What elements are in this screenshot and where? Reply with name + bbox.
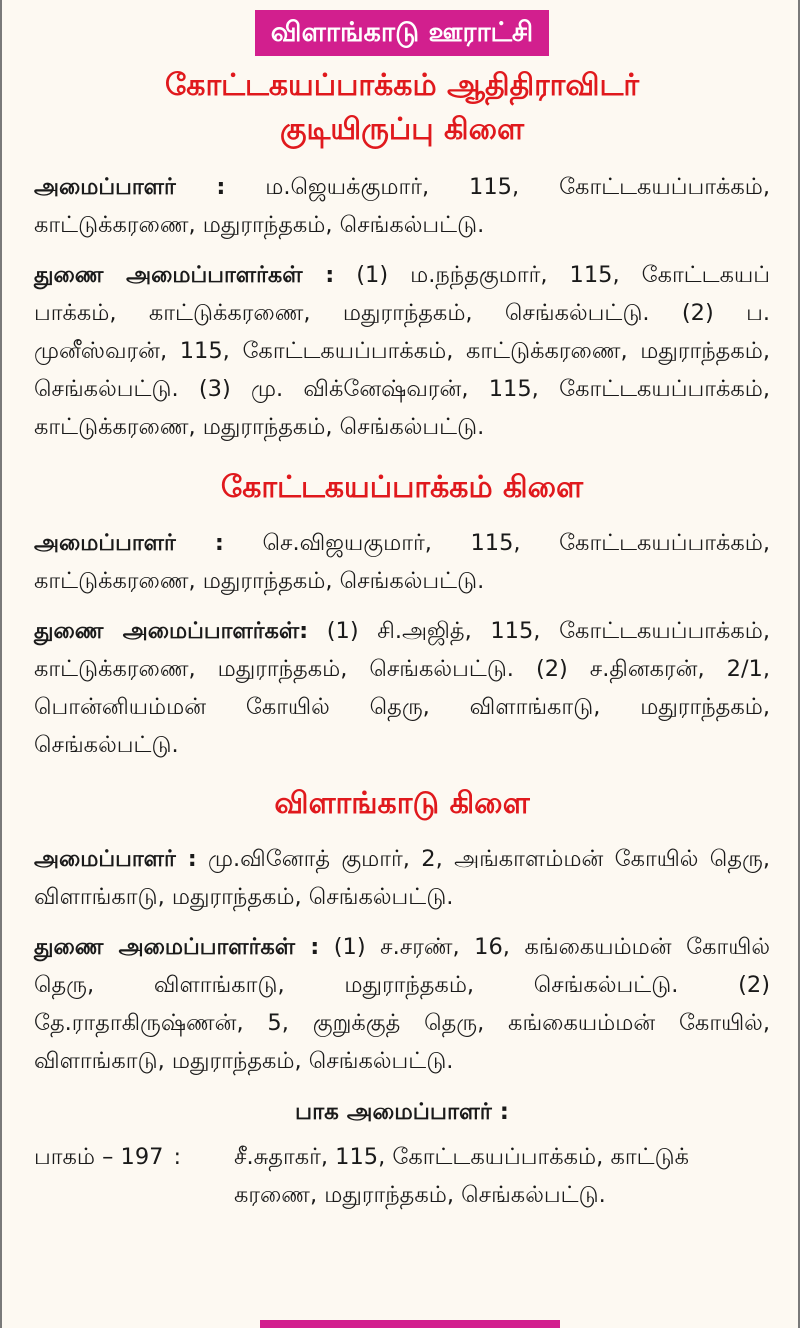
section-title: விளாங்காடு கிளை bbox=[274, 786, 530, 821]
section-title-line1: கோட்டகயப்பாக்கம் ஆதிதிராவிடர் bbox=[164, 68, 640, 103]
organizer-text: செ.விஜயகுமார், 115, கோட்டகயப்பாக்கம், காட்டுக்கரணை, மதுராந்தகம், செங்கல்பட்டு. bbox=[34, 530, 770, 594]
organizer-text: மு.வினோத் குமார், 2, அங்காளம்மன் கோயில் தெரு, விளாங்காடு, மதுராந்தகம், செங்கல்பட்டு. bbox=[34, 846, 770, 910]
organizer-label: அமைப்பாளர் : bbox=[34, 530, 224, 556]
organizer-paragraph bbox=[34, 840, 770, 916]
section-vilangadu-branch bbox=[34, 782, 770, 1214]
deputies-paragraph bbox=[34, 928, 770, 1080]
section-title-line2: குடியிருப்பு கிளை bbox=[279, 112, 525, 147]
panchayat-banner: விளாங்காடு ஊராட்சி bbox=[255, 10, 549, 56]
part-label: பாகம் – 197 bbox=[34, 1144, 164, 1170]
part-separator: : bbox=[173, 1144, 182, 1170]
deputies-text: (1) ச.சரண், 16, கங்கையம்மன் கோயில் தெரு, விளாங்காடு, மதுராந்தகம், செங்கல்பட்டு. (2) தே.ராதாகிருஷ்ணன், 5, குறுக்குத் தெரு, கங்கையம்மன் கோயில், விளாங்காடு, மதுராந்தகம், செங்கல்பட்டு. bbox=[34, 934, 771, 1074]
organizer-label: அமைப்பாளர் : bbox=[34, 174, 226, 200]
section-title bbox=[34, 64, 770, 152]
deputies-label: துணை அமைப்பாளர்கள் : bbox=[34, 934, 320, 960]
section-title: கோட்டகயப்பாக்கம் கிளை bbox=[220, 470, 584, 505]
deputies-label: துணை அமைப்பாளர்கள்: bbox=[34, 618, 309, 644]
organizer-text: ம.ஜெயக்குமார், 115, கோட்டகயப்பாக்கம், காட்டுக்கரணை, மதுராந்தகம், செங்கல்பட்டு. bbox=[34, 174, 770, 238]
deputies-label: துணை அமைப்பாளர்கள் : bbox=[34, 262, 335, 288]
organizer-paragraph bbox=[34, 168, 770, 244]
part-organizer-text: சீ.சுதாகர், 115, கோட்டகயப்பாக்கம், காட்டுக் கரணை, மதுராந்தகம், செங்கல்பட்டு. bbox=[234, 1144, 689, 1208]
deputies-paragraph bbox=[34, 612, 770, 764]
banner-wrap bbox=[34, 0, 770, 56]
deputies-paragraph bbox=[34, 256, 770, 446]
organizer-label: அமைப்பாளர் : bbox=[34, 846, 197, 872]
section-adidravidar-branch bbox=[34, 64, 770, 446]
deputies-text: (1) சி.அஜித், 115, கோட்டகயப்பாக்கம், காட்டுக்கரணை, மதுராந்தகம், செங்கல்பட்டு. (2) ச.தினகரன், 2/1, பொன்னியம்மன் கோயில் தெரு, விளாங்காடு, மதுராந்தகம், செங்கல்பட்டு. bbox=[34, 618, 770, 758]
deputies-text: (1) ம.நந்தகுமார், 115, கோட்டகயப் பாக்கம், காட்டுக்கரணை, மதுராந்தகம், செங்கல்பட்டு. (2) ப. முனீஸ்வரன், 115, கோட்டகயப்பாக்கம், காட்டுக்கரணை, மதுராந்தகம், செங்கல்பட்டு. (3) மு. விக்னேஷ்வரன், 115, கோட்டகயப்பாக்கம், காட்டுக்கரணை, மதுராந்தகம், செங்கல்பட்டு. bbox=[34, 262, 771, 440]
bottom-accent-bar bbox=[260, 1320, 560, 1328]
section-kottakayappakkam-branch bbox=[34, 466, 770, 764]
part-organizer-heading: பாக அமைப்பாளர் : bbox=[295, 1099, 509, 1125]
part-number bbox=[34, 1138, 234, 1214]
part-organizer-row bbox=[34, 1138, 770, 1214]
organizer-paragraph bbox=[34, 524, 770, 600]
